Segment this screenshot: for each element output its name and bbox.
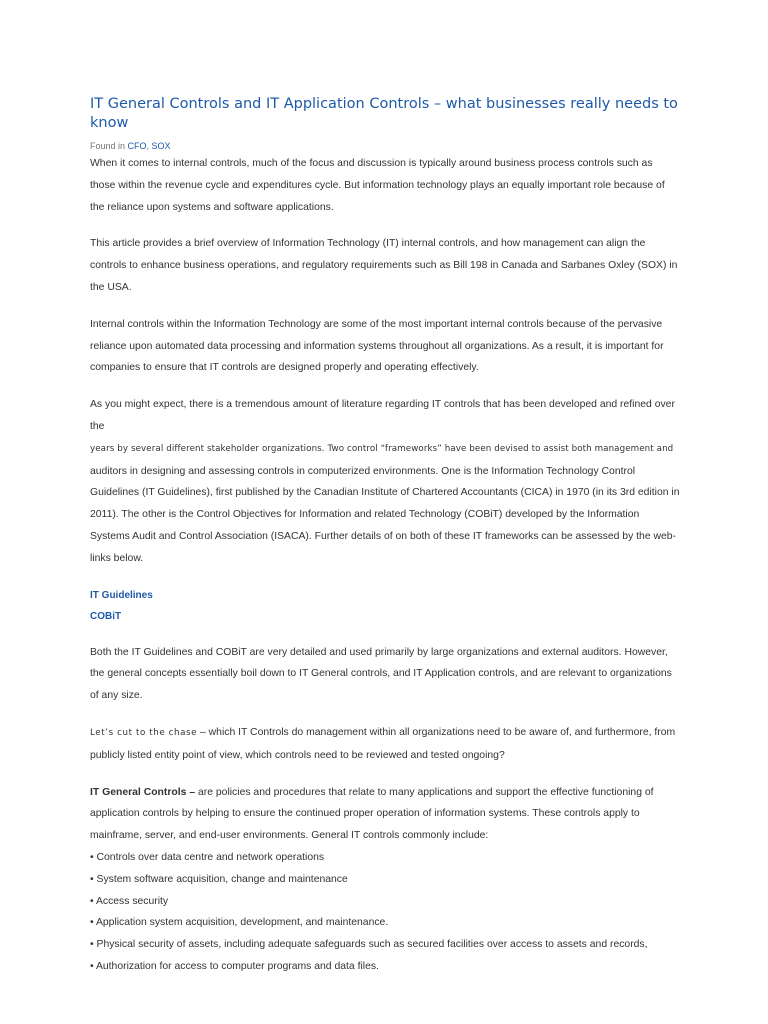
article [90,95,680,978]
general-controls-rest: are policies and procedures that relate to many applications and support the effective functioning of application controls by helping to ensure the continued proper operation of information systems. These controls apply to mainframe, server, and end-user environments. General IT controls commonly include: [90,786,654,842]
cut-to-chase-rest: – which IT Controls do management within all organizations need to be aware of, and furthermore, from publicly listed entity point of view, which controls need to be reviewed and tested ongoing? [90,726,676,761]
frameworks-rest: auditors in designing and assessing controls in computerized environments. One is the Information Technology Control Guidelines (IT Guidelines), first published by the Canadian Institute of Chartered Accountants (CICA) in 1970 (in its 3rd edition in 2011). The other is the Control Objectives for Information and related Technology (COBiT) developed by the Information Systems Audit and Control Association (ISACA). Further details of on both of these IT frameworks can be assessed by the web-links below. [90,465,680,564]
paragraph-both-frameworks: Both the IT Guidelines and COBiT are very detailed and used primarily by large organizations and external auditors. However, the general concepts essentially boil down to IT General controls, and IT Application controls, and are relevant to organizations of any size. [90,646,672,702]
list-item: • System software acquisition, change and maintenance [90,873,348,885]
category-separator: , [146,141,152,151]
found-in-line [90,140,680,152]
paragraph-frameworks [90,394,680,569]
link-cobit[interactable]: COBiT [90,610,122,622]
paragraph-overview: This article provides a brief overview of Information Technology (IT) internal controls, and how management can align the controls to enhance business operations, and regulatory requirements such as Bill 198 in Canada and Sarbanes Oxley (SOX) in the USA. [90,238,678,293]
found-in-label: Found in [90,141,128,151]
link-it-guidelines[interactable]: IT Guidelines [90,589,153,601]
paragraph-importance: Internal controls within the Information Technology are some of the most important internal controls because of the pervasive reliance upon automated data processing and information systems throughout all organizations. As a result, it is important for companies to ensure that IT controls are designed properly and operating effectively. [90,318,664,374]
list-item: • Access security [90,895,169,907]
general-controls-lead: IT General Controls – [90,786,196,798]
category-link-sox[interactable]: SOX [151,141,171,151]
list-item: • Authorization for access to computer programs and data files. [90,960,379,972]
article-title: IT General Controls and IT Application Controls – what businesses really needs to know [90,96,678,131]
cut-to-chase-lead: Let’s cut to the chase [90,727,198,738]
list-item: • Controls over data centre and network operations [90,851,325,863]
paragraph-cut-to-chase [90,722,680,767]
general-controls-list [90,847,680,978]
list-item: • Application system acquisition, development, and maintenance. [90,917,389,929]
paragraph-intro: When it comes to internal controls, much of the focus and discussion is typically around business process controls such as those within the revenue cycle and expenditures cycle. But information technology plays an equally important role because of the reliance upon systems and software applications. [90,158,665,213]
frameworks-line-2: years by several different stakeholder organizations. Two control “frameworks” have been devised to assist both management and [90,443,674,454]
category-link-cfo[interactable]: CFO [127,141,147,151]
list-item: • Physical security of assets, including adequate safeguards such as secured facilities over access to assets and records, [90,939,648,951]
paragraph-general-controls [90,782,680,847]
frameworks-line-1: As you might expect, there is a tremendous amount of literature regarding IT controls that has been developed and refined over the [90,399,675,432]
